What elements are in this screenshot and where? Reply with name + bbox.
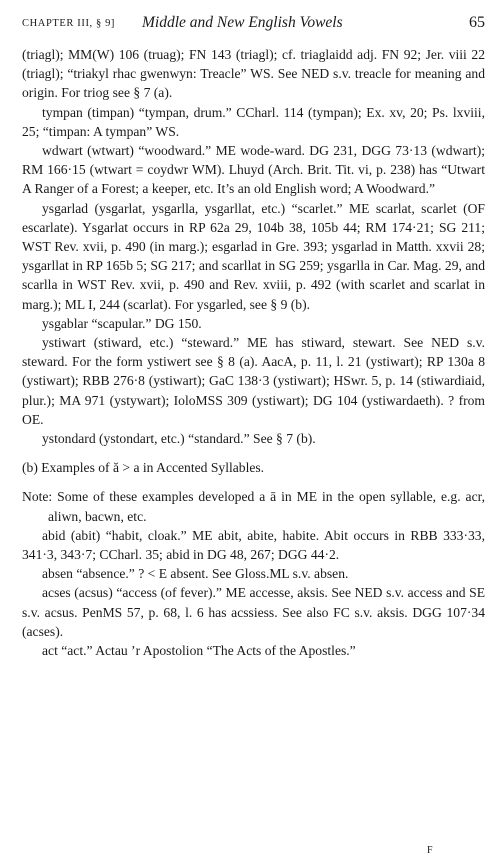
entry-paragraph: ystondard (ystondart, etc.) “standard.” See § 7 (b). (42, 431, 316, 447)
signature-mark: F (427, 845, 433, 856)
page-number: 65 (469, 14, 485, 31)
note-paragraph: Note: Some of these examples developed a ā in ME in the open syllable, e.g. acr, aliwn, bacwn, etc. (22, 489, 485, 524)
page-body (22, 45, 485, 660)
entry-paragraph: ysgarlad (ysgarlat, ysgarlla, ysgarllat, etc.) “scarlet.” ME scarlat, scarlet (OF escarlate). Ysgarlat occurs in RP 62a 29, 104b 38, 105b 44; RM 174·21; SG 211; WST Rev. xvii, p. 490 (in marg.); esgarlad in Gre. 393; ysgarlad in Matth. xxvii 28; ysgarllat in RP 165b 5; SG 217; and scarllat in SG 259; ysgarlla in Car. Mag. 29, and scarlla in WST Rev. xvii, p. 490 and Rev. xviii, p. 492 (with scarlet and scarlat in marg.); ML I, 244 (scarlat). For ysgarled, see § 9 (b). (22, 200, 485, 312)
running-header (22, 14, 485, 36)
entry-paragraph: abid (abit) “habit, cloak.” ME abit, abite, habite. Abit occurs in RBB 333·33, 341·3, 343·7; CCharl. 35; abid in DG 48, 267; DGG 44·2. (22, 527, 485, 563)
entry-paragraph: absen “absence.” ? < E absent. See Gloss.ML s.v. absen. (42, 566, 349, 582)
entry-paragraph: (triagl); MM(W) 106 (truag); FN 143 (triagl); cf. triaglaidd adj. FN 92; Jer. viii 22 (triagl); “triakyl rhac gwenwyn: Treacle” WS. See NED s.v. treacle for meaning and origin. For triog see § 7 (a). (22, 47, 485, 101)
entry-paragraph: act “act.” Actau ’r Apostolion “The Acts of the Apostles.” (42, 643, 356, 659)
entry-paragraph: ystiwart (stiward, etc.) “steward.” ME has stiward, stewart. See NED s.v. steward. For the form ystiwert see § 8 (a). AacA, p. 11, l. 21 (ystiwart); RP 130a 8 (ystiwart); RBB 276·8 (ystiwart); GaC 138·3 (ystiwart); HSwr. 5, p. 14 (stiwardiaid, plur.); MA 971 (ystywart); IoloMSS 309 (ystiwart); DG 104 (ystiwardaeth). ? from OE. (22, 335, 485, 427)
chapter-reference: CHAPTER III, § 9] (22, 18, 116, 29)
entry-paragraph: tympan (timpan) “tympan, drum.” CCharl. 114 (tympan); Ex. xv, 20; Ps. lxviii, 25; “timpan: A tympan” WS. (22, 104, 485, 139)
running-title: Middle and New English Vowels (142, 14, 343, 31)
section-heading: (b) Examples of ă > a in Accented Syllables. (22, 460, 265, 476)
entry-paragraph: wdwart (wtwart) “woodward.” ME wode-ward. DG 231, DGG 73·13 (wdwart); RM 166·15 (wtwart = coydwr WM). Lhuyd (Arch. Brit. Tit. vi, p. 238) has “Utwart A Ranger of a Forest; a keeper, etc. It’s an old English word; A Woodward.” (22, 143, 485, 197)
entry-paragraph: acses (acsus) “access (of fever).” ME accesse, aksis. See NED s.v. access and SE s.v. acsus. PenMS 57, p. 68, l. 6 has acssiess. See also FC s.v. aksis. DGG 107·34 (acses). (22, 585, 485, 639)
entry-paragraph: ysgablar “scapular.” DG 150. (42, 315, 202, 331)
